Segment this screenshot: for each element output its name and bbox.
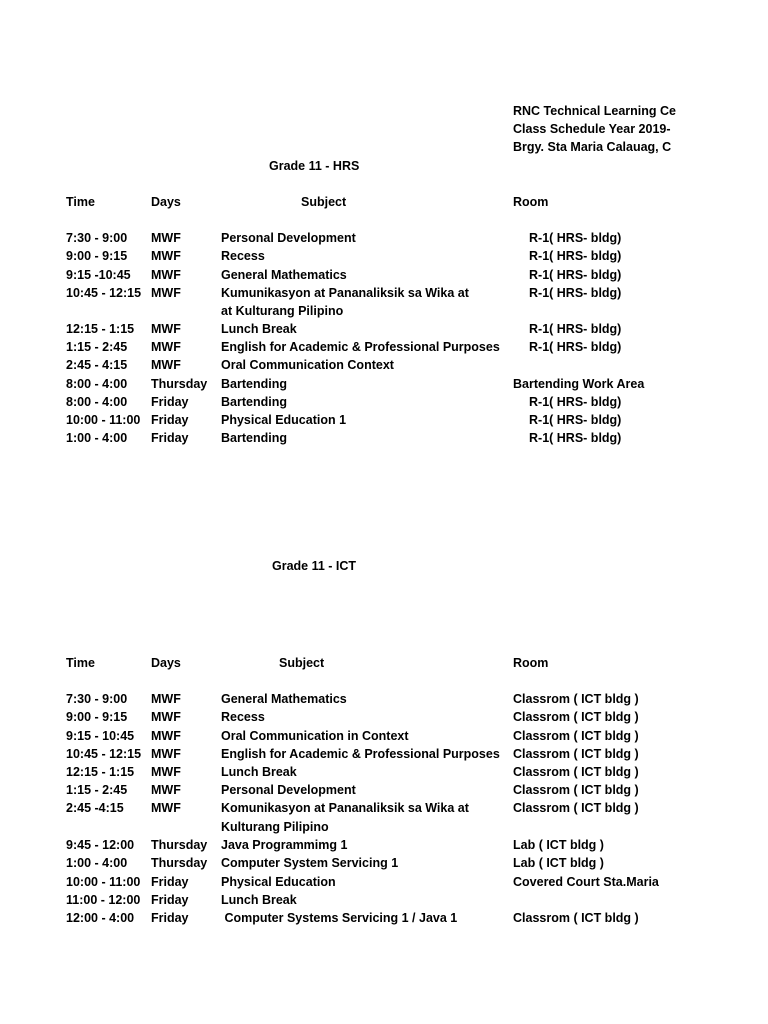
subject-cell: General Mathematics [221,692,347,706]
table-row [0,393,768,411]
table-row [0,873,768,891]
days-cell: MWF [151,747,181,761]
column-header-days: Days [151,656,181,670]
room-cell: Classrom ( ICT bldg ) [513,692,639,706]
room-cell: R-1( HRS- bldg) [529,431,622,445]
table-row-continuation [0,818,768,836]
time-cell: 1:00 - 4:00 [66,431,128,445]
days-cell: Thursday [151,856,208,870]
time-cell: 12:15 - 1:15 [66,765,135,779]
time-cell: 1:00 - 4:00 [66,856,128,870]
table-row [0,320,768,338]
room-cell: R-1( HRS- bldg) [529,249,622,263]
school-header [513,102,768,156]
subject-cell: Computer System Servicing 1 [221,856,399,870]
days-cell: MWF [151,268,181,282]
room-cell: R-1( HRS- bldg) [529,413,622,427]
column-header-room: Room [513,195,549,209]
room-cell: Bartending Work Area [513,377,645,391]
days-cell: MWF [151,231,181,245]
days-cell: Friday [151,911,189,925]
subject-cell: Java Programmimg 1 [221,838,348,852]
table-row [0,763,768,781]
table-row [0,266,768,284]
table-row [0,356,768,374]
table-row [0,429,768,447]
table-row [0,836,768,854]
table-row [0,229,768,247]
days-cell: Friday [151,413,189,427]
room-cell: Classrom ( ICT bldg ) [513,729,639,743]
subject-cell: Oral Communication Context [221,358,394,372]
time-cell: 9:00 - 9:15 [66,249,128,263]
school-name: RNC Technical Learning Ce [513,104,676,118]
column-header-subject: Subject [279,656,325,670]
subject-cell: Recess [221,710,265,724]
column-header-room: Room [513,656,549,670]
room-cell: Lab ( ICT bldg ) [513,856,604,870]
time-cell: 9:15 -10:45 [66,268,131,282]
room-cell: Classrom ( ICT bldg ) [513,911,639,925]
room-cell: R-1( HRS- bldg) [529,395,622,409]
time-cell: 12:00 - 4:00 [66,911,135,925]
time-cell: 9:15 - 10:45 [66,729,135,743]
days-cell: MWF [151,322,181,336]
room-cell: Covered Court Sta.Maria [513,875,659,889]
time-cell: 10:45 - 12:15 [66,286,142,300]
subject-cell: Bartending [221,431,287,445]
room-cell: R-1( HRS- bldg) [529,268,622,282]
table-row [0,338,768,356]
time-cell: 10:00 - 11:00 [66,413,141,427]
room-cell: R-1( HRS- bldg) [529,286,622,300]
table-row [0,247,768,265]
days-cell: MWF [151,358,181,372]
subject-cell: Lunch Break [221,765,297,779]
room-cell: R-1( HRS- bldg) [529,231,622,245]
subject-cell: at Kulturang Pilipino [221,304,344,318]
table-row [0,745,768,763]
subject-cell: Bartending [221,395,287,409]
subject-cell: Oral Communication in Context [221,729,409,743]
subject-cell: Physical Education 1 [221,413,347,427]
table-row [0,375,768,393]
time-cell: 7:30 - 9:00 [66,231,128,245]
table-row [0,690,768,708]
days-cell: Friday [151,875,189,889]
room-cell: Classrom ( ICT bldg ) [513,710,639,724]
school-address: Brgy. Sta Maria Calauag, C [513,140,672,154]
days-cell: Thursday [151,838,208,852]
hrs-section-title: Grade 11 - HRS [269,159,360,173]
subject-cell: Lunch Break [221,322,297,336]
room-cell: Lab ( ICT bldg ) [513,838,604,852]
days-cell: MWF [151,340,181,354]
days-cell: Thursday [151,377,208,391]
subject-cell: Kulturang Pilipino [221,820,329,834]
days-cell: MWF [151,765,181,779]
subject-cell: Komunikasyon at Pananaliksik sa Wika at [221,801,469,815]
subject-cell: Personal Development [221,231,356,245]
days-cell: Friday [151,431,189,445]
room-cell: Classrom ( ICT bldg ) [513,783,639,797]
time-cell: 10:45 - 12:15 [66,747,142,761]
subject-cell: English for Academic & Professional Purposes [221,340,500,354]
days-cell: MWF [151,249,181,263]
subject-cell: General Mathematics [221,268,347,282]
column-header-time: Time [66,656,95,670]
days-cell: MWF [151,729,181,743]
time-cell: 8:00 - 4:00 [66,377,128,391]
table-row [0,909,768,927]
column-header-time: Time [66,195,95,209]
subject-cell: English for Academic & Professional Purposes [221,747,500,761]
schedule-year: Class Schedule Year 2019- [513,122,671,136]
table-row [0,799,768,817]
room-cell: Classrom ( ICT bldg ) [513,747,639,761]
table-row [0,781,768,799]
days-cell: MWF [151,783,181,797]
time-cell: 8:00 - 4:00 [66,395,128,409]
time-cell: 12:15 - 1:15 [66,322,135,336]
column-header-days: Days [151,195,181,209]
room-cell: R-1( HRS- bldg) [529,322,622,336]
subject-cell: Lunch Break [221,893,297,907]
room-cell: Classrom ( ICT bldg ) [513,765,639,779]
days-cell: MWF [151,692,181,706]
table-row [0,727,768,745]
ict-section-title: Grade 11 - ICT [272,559,357,573]
subject-cell: Physical Education [221,875,336,889]
table-row [0,284,768,302]
ict-table-header [0,654,768,672]
days-cell: MWF [151,801,181,815]
time-cell: 2:45 -4:15 [66,801,124,815]
room-cell: Classrom ( ICT bldg ) [513,801,639,815]
subject-cell: Computer Systems Servicing 1 / Java 1 [221,911,458,925]
table-row [0,708,768,726]
hrs-table-header [0,193,768,211]
days-cell: Friday [151,893,189,907]
time-cell: 2:45 - 4:15 [66,358,128,372]
time-cell: 11:00 - 12:00 [66,893,141,907]
subject-cell: Personal Development [221,783,356,797]
table-row [0,854,768,872]
subject-cell: Recess [221,249,265,263]
time-cell: 10:00 - 11:00 [66,875,141,889]
days-cell: MWF [151,286,181,300]
subject-cell: Bartending [221,377,287,391]
room-cell: R-1( HRS- bldg) [529,340,622,354]
column-header-subject: Subject [301,195,347,209]
days-cell: MWF [151,710,181,724]
days-cell: Friday [151,395,189,409]
table-row [0,411,768,429]
time-cell: 1:15 - 2:45 [66,783,128,797]
table-row [0,891,768,909]
time-cell: 1:15 - 2:45 [66,340,128,354]
table-row-continuation [0,302,768,320]
time-cell: 7:30 - 9:00 [66,692,128,706]
subject-cell: Kumunikasyon at Pananaliksik sa Wika at [221,286,469,300]
time-cell: 9:45 - 12:00 [66,838,135,852]
time-cell: 9:00 - 9:15 [66,710,128,724]
